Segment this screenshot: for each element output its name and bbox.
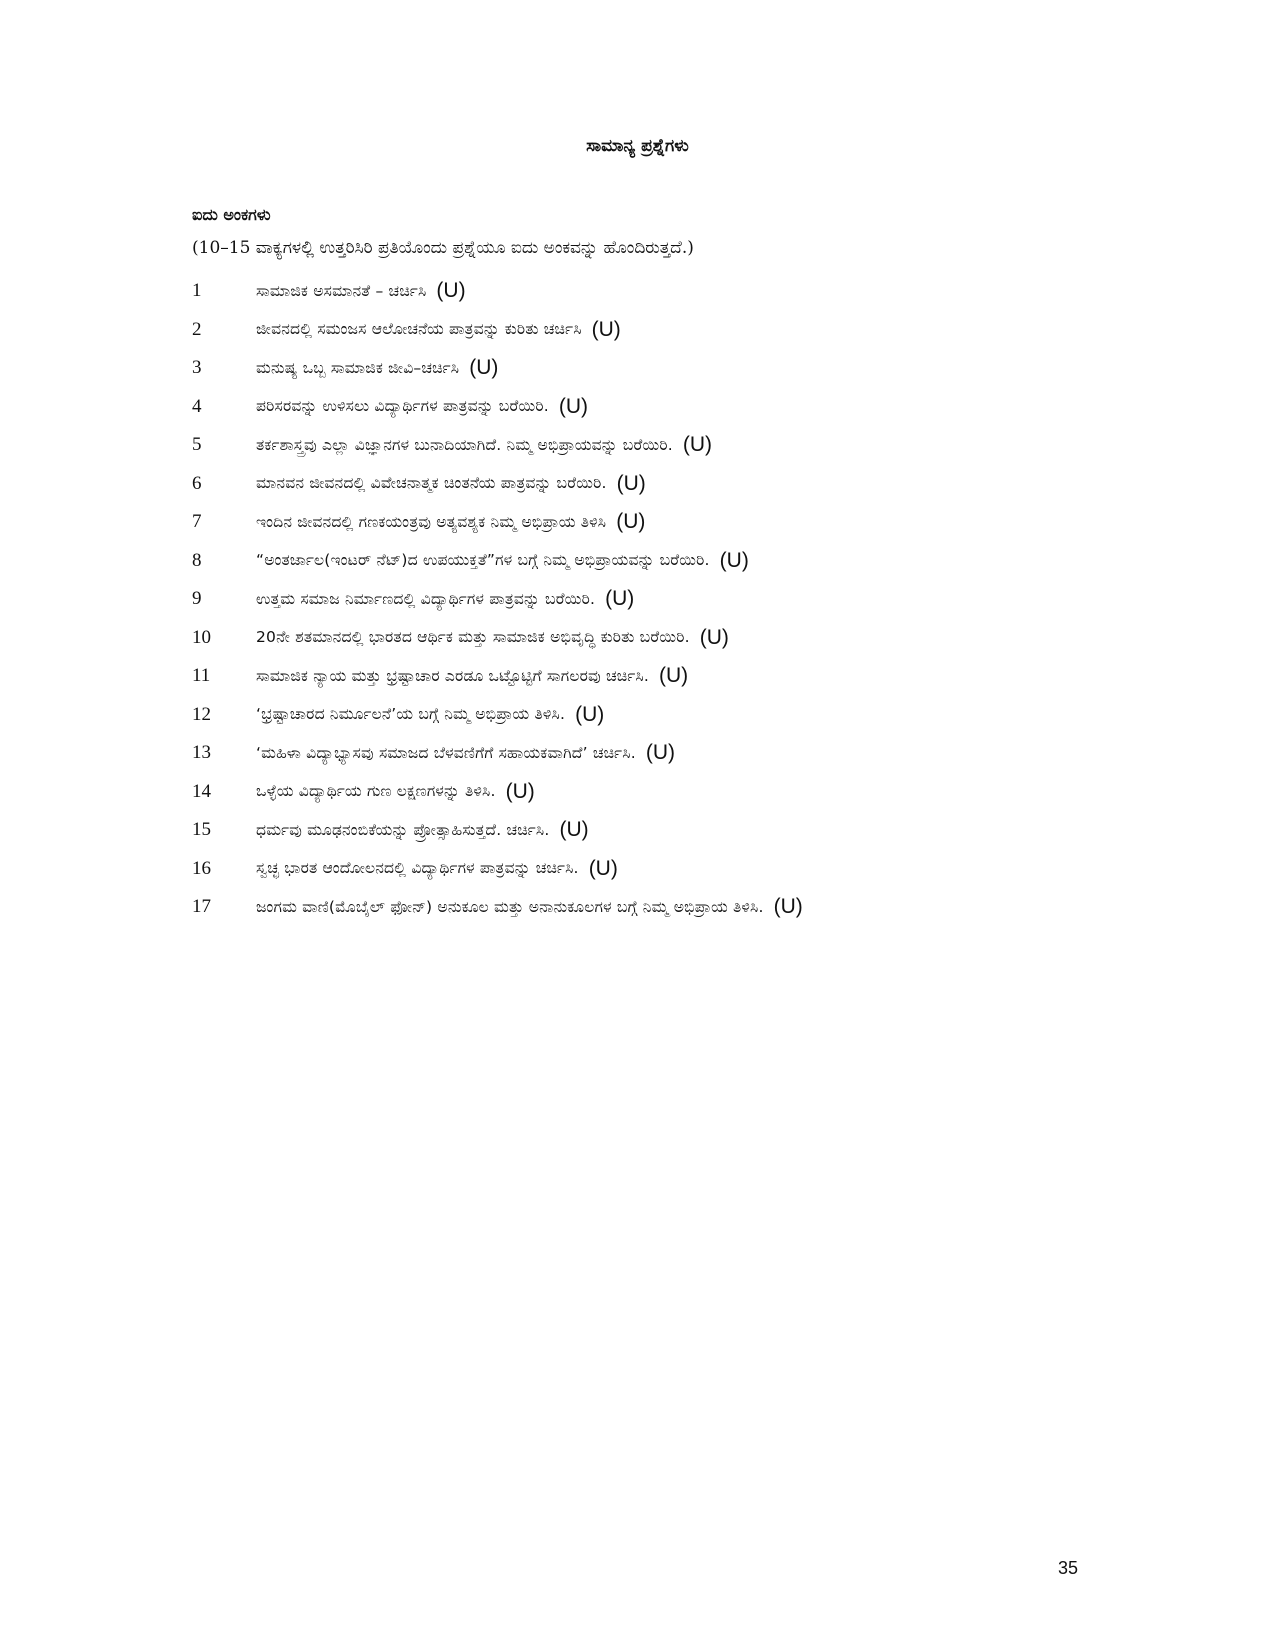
question-tag: (U) <box>588 856 618 880</box>
question-tag: (U) <box>719 548 749 572</box>
question-text: ಸಾಮಾಜಿಕ ನ್ಯಾಯ ಮತ್ತು ಭ್ರಷ್ಟಾಚಾರ ಎರಡೂ ಒಟ್ಟೊಟ್ಟಿಗೆ ಸಾಗಲರವು ಚರ್ಚಿಸಿ. <box>256 666 649 685</box>
question-number: 6 <box>192 472 202 494</box>
question-number: 3 <box>192 357 202 379</box>
question-text: ತರ್ಕಶಾಸ್ತ್ರವು ಎಲ್ಲಾ ವಿಜ್ಞಾನಗಳ ಬುನಾದಿಯಾಗಿದೆ. ನಿಮ್ಮ ಅಭಿಪ್ರಾಯವನ್ನು ಬರೆಯಿರಿ. <box>256 435 673 454</box>
question-text: ಇಂದಿನ ಜೀವನದಲ್ಲಿ ಗಣಕಯಂತ್ರವು ಅತ್ಯವಶ್ಯಕ ನಿಮ್ಮ ಅಭಿಪ್ರಾಯ ತಿಳಿಸಿ <box>256 512 607 531</box>
question-tag: (U) <box>559 818 589 842</box>
question-text: ಮಾನವನ ಜೀವನದಲ್ಲಿ ವಿವೇಚನಾತ್ಮಕ ಚಿಂತನೆಯ ಪಾತ್ರವನ್ನು ಬರೆಯಿರಿ. <box>256 474 607 493</box>
question-list <box>192 272 1192 927</box>
question-item <box>192 773 1192 812</box>
question-text: ‘ಮಹಿಳಾ ವಿದ್ಯಾಭ್ಯಾಸವು ಸಮಾಜದ ಬೆಳವಣಿಗೆಗೆ ಸಹಾಯಕವಾಗಿದೆ’ ಚರ್ಚಿಸಿ. <box>256 743 636 762</box>
question-tag: (U) <box>645 741 675 765</box>
question-tag: (U) <box>682 433 713 457</box>
question-item <box>192 657 1192 696</box>
question-tag: (U) <box>605 587 635 611</box>
question-number: 4 <box>192 395 202 417</box>
question-tag: (U) <box>436 279 466 303</box>
question-text: ಉತ್ತಮ ಸಮಾಜ ನಿರ್ಮಾಣದಲ್ಲಿ ವಿದ್ಯಾರ್ಥಿಗಳ ಪಾತ್ರವನ್ನು ಬರೆಯಿರಿ. <box>256 589 596 608</box>
question-text: ಸಾಮಾಜಿಕ ಅಸಮಾನತೆ – ಚರ್ಚಿಸಿ <box>256 281 427 300</box>
question-tag: (U) <box>469 356 499 380</box>
question-text: ಸ್ವಚ್ಛ ಭಾರತ ಆಂದೋಲನದಲ್ಲಿ ವಿದ್ಯಾರ್ಥಿಗಳ ಪಾತ್ರವನ್ನು ಚರ್ಚಿಸಿ. <box>256 859 579 878</box>
question-number: 2 <box>192 318 202 340</box>
question-item <box>192 696 1192 735</box>
question-number: 10 <box>192 626 211 648</box>
question-item <box>192 311 1192 350</box>
question-number: 7 <box>192 511 202 533</box>
question-tag: (U) <box>699 625 729 649</box>
question-number: 9 <box>192 588 202 610</box>
question-tag: (U) <box>505 779 535 803</box>
question-number: 12 <box>192 703 211 725</box>
question-number: 16 <box>192 857 211 879</box>
question-text: ‘ಭ್ರಷ್ಟಾಚಾರದ ನಿರ್ಮೂಲನೆ’ಯ ಬಗ್ಗೆ ನಿಮ್ಮ ಅಭಿಪ್ರಾಯ ತಿಳಿಸಿ. <box>256 705 566 724</box>
question-item <box>192 542 1192 581</box>
question-item <box>192 465 1192 504</box>
question-tag: (U) <box>616 510 646 534</box>
question-number: 11 <box>192 665 211 687</box>
question-number: 15 <box>192 819 211 841</box>
question-number: 1 <box>192 280 202 302</box>
question-text: ಮನುಷ್ಯ ಒಬ್ಬ ಸಾಮಾಜಿಕ ಜೀವಿ–ಚರ್ಚಿಸಿ <box>256 358 460 377</box>
question-text: ಧರ್ಮವು ಮೂಢನಂಬಿಕೆಯನ್ನು ಪ್ರೋತ್ಸಾಹಿಸುತ್ತದೆ. ಚರ್ಚಿಸಿ. <box>256 820 550 839</box>
question-item <box>192 619 1192 658</box>
page-title: ಸಾಮಾನ್ಯ ಪ್ರಶ್ನೆಗಳು <box>586 136 689 156</box>
question-tag: (U) <box>773 895 803 919</box>
question-text: 20ನೇ ಶತಮಾನದಲ್ಲಿ ಭಾರತದ ಆರ್ಥಿಕ ಮತ್ತು ಸಾಮಾಜಿಕ ಅಭಿವೃದ್ಧಿ ಕುರಿತು ಬರೆಯಿರಿ. <box>256 628 690 647</box>
question-item <box>192 580 1192 619</box>
question-tag: (U) <box>616 471 646 495</box>
question-number: 14 <box>192 780 211 802</box>
question-item <box>192 503 1192 542</box>
question-tag: (U) <box>558 394 589 418</box>
instruction-text: (10–15 ವಾಕ್ಯಗಳಲ್ಲಿ ಉತ್ತರಿಸಿರಿ ಪ್ರತಿಯೊಂದು ಪ್ರಶ್ನೆಯೂ ಐದು ಅಂಕವನ್ನು ಹೊಂದಿರುತ್ತದೆ.) <box>192 238 694 258</box>
question-item <box>192 426 1192 465</box>
question-item <box>192 850 1192 889</box>
question-text: ಒಳ್ಳೆಯ ವಿದ್ಯಾರ್ಥಿಯ ಗುಣ ಲಕ್ಷಣಗಳನ್ನು ತಿಳಿಸಿ. <box>256 782 496 801</box>
page-number: 35 <box>1058 1558 1079 1578</box>
question-number: 13 <box>192 742 211 764</box>
question-item <box>192 734 1192 773</box>
question-number: 5 <box>192 434 202 456</box>
question-number: 17 <box>192 896 211 918</box>
question-text: ಜಂಗಮ ವಾಣಿ(ಮೊಬೈಲ್ ಫೋನ್) ಅನುಕೂಲ ಮತ್ತು ಅನಾನುಕೂಲಗಳ ಬಗ್ಗೆ ನಿಮ್ಮ ಅಭಿಪ್ರಾಯ ತಿಳಿಸಿ. <box>256 897 764 916</box>
question-tag: (U) <box>575 702 605 726</box>
question-tag: (U) <box>658 664 689 688</box>
section-heading: ಐದು ಅಂಕಗಳು <box>192 205 271 224</box>
question-item <box>192 811 1192 850</box>
question-item <box>192 349 1192 388</box>
question-text: ಜೀವನದಲ್ಲಿ ಸಮಂಜಸ ಆಲೋಚನೆಯ ಪಾತ್ರವನ್ನು ಕುರಿತು ಚರ್ಚಿಸಿ <box>256 320 582 339</box>
question-text: ಪರಿಸರವನ್ನು ಉಳಿಸಲು ವಿದ್ಯಾರ್ಥಿಗಳ ಪಾತ್ರವನ್ನು ಬರೆಯಿರಿ. <box>256 397 549 416</box>
question-item <box>192 272 1192 311</box>
question-number: 8 <box>192 549 202 571</box>
question-item <box>192 388 1192 427</box>
question-text: “ಅಂತರ್ಜಾಲ(ಇಂಟರ್ ನೆಟ್)ದ ಉಪಯುಕ್ತತೆ”ಗಳ ಬಗ್ಗೆ ನಿಮ್ಮ ಅಭಿಪ್ರಾಯವನ್ನು ಬರೆಯಿರಿ. <box>256 551 710 570</box>
question-item <box>192 888 1192 927</box>
question-tag: (U) <box>591 317 621 341</box>
